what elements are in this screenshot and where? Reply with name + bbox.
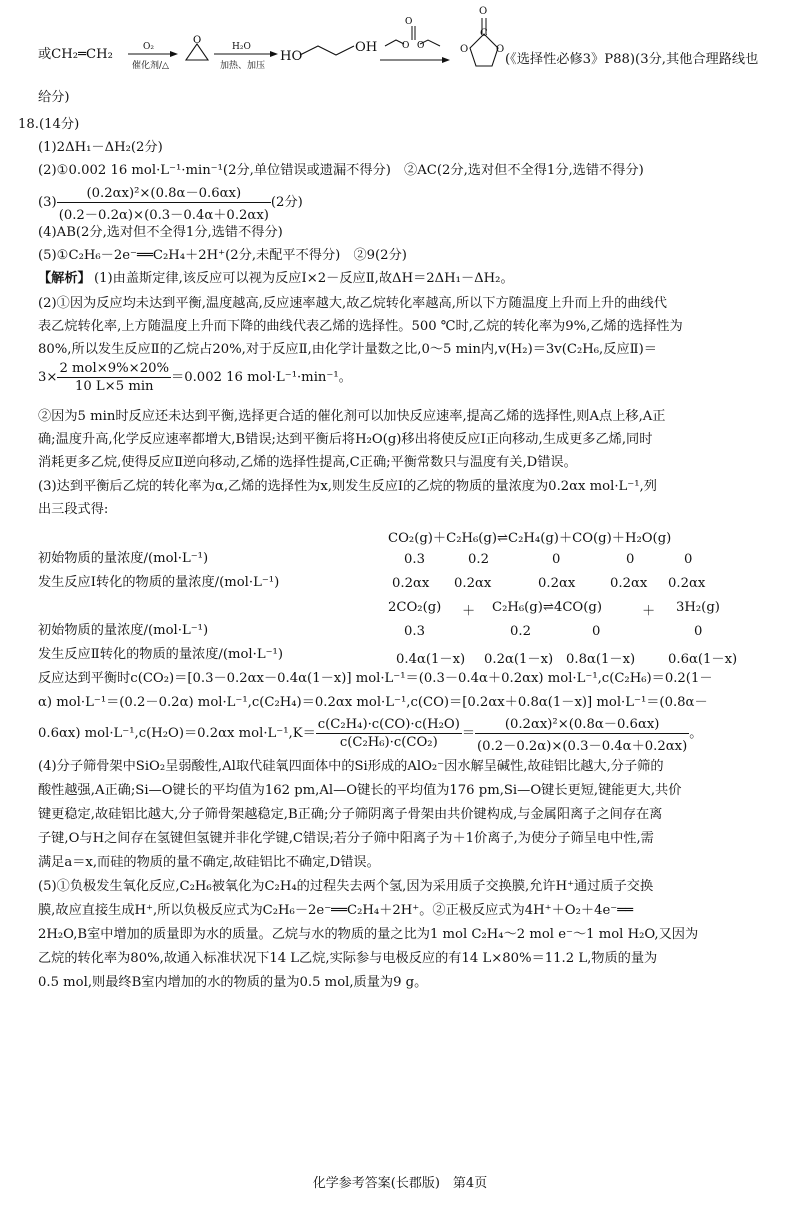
r1-conv-c2h6: 0.2αx — [454, 576, 492, 591]
row-initial-1: 初始物质的量浓度/(mol·L⁻¹) — [38, 551, 209, 566]
k-fraction-1 — [316, 717, 462, 750]
analysis-p6-line2: 酸性越强,A正确;Si—O键长的平均值为162 pm,Al—O键长的平均值为176 pm,Si—O键长更短,键能更大,共价 — [38, 783, 682, 798]
answer-3-numerator: (0.2αx)²×(0.8α－0.6αx) — [57, 182, 271, 203]
r1-init-co2: 0.3 — [404, 552, 425, 567]
svg-text:O: O — [193, 35, 202, 46]
page-footer: 化学参考答案(长郡版) 第4页 — [312, 1176, 488, 1191]
analysis-p5-line3 — [38, 713, 702, 754]
route-tail-2: 给分) — [38, 90, 70, 105]
r2-init-h2: 0 — [694, 624, 703, 639]
r2-conv-c2h6: 0.2α(1－x) — [484, 652, 554, 667]
analysis-p7-line2: 膜,故应直接生成H⁺,所以负极反应式为C₂H₆－2e⁻══C₂H₄＋2H⁺。②正极反应式为4H⁺＋O₂＋4e⁻══ — [38, 903, 634, 918]
answer-3-prefix: (3) — [38, 195, 57, 210]
rate-numerator: 2 mol×9%×20% — [59, 361, 170, 376]
k-numerator-2: (0.2αx)²×(0.8α－0.6αx) — [475, 713, 689, 734]
analysis-p6-line3: 键更稳定,故硅铝比越大,分子筛骨架越稳定,B正确;分子筛阴离子骨架由共价键构成,与金属阳离子之间存在离 — [38, 807, 663, 822]
answer-4: (4)AB(2分,选对但不全得1分,选错不得分) — [38, 225, 283, 240]
r2-init-co2: 0.3 — [404, 624, 425, 639]
ethylene-glycol-ho: HO — [280, 49, 303, 64]
answer-3 — [38, 182, 303, 223]
rate-denominator: 10 L×5 min — [74, 379, 154, 394]
r1-conv-c2h4: 0.2αx — [538, 576, 576, 591]
analysis-p5-line2: α) mol·L⁻¹＝(0.2－0.2α) mol·L⁻¹,c(C₂H₄)＝0.2αx mol·L⁻¹,c(CO)＝[0.2αx＋0.8α(1－x)] mol·L⁻¹＝(0.8α－ — [38, 695, 708, 710]
k-fraction-2 — [475, 713, 689, 754]
svg-text:O: O — [405, 17, 413, 27]
r1-conv-co: 0.2αx — [610, 576, 648, 591]
reaction-1-equation: CO₂(g)＋C₂H₆(g)⇌C₂H₄(g)＋CO(g)＋H₂O(g) — [388, 531, 672, 546]
analysis-p7-line4: 乙烷的转化率为80%,故通入标准状况下14 L乙烷,实际参与电极反应的有14 L×80%＝11.2 L,物质的量为 — [38, 951, 658, 966]
reaction-2-plus-2: ＋ — [642, 604, 656, 619]
analysis-p2-line4 — [38, 361, 352, 394]
ring-carbon: C — [480, 28, 488, 39]
answer-3-fraction — [57, 182, 271, 223]
analysis-p5-line1: 反应达到平衡时c(CO₂)＝[0.3－0.2αx－0.4α(1－x)] mol·L⁻¹＝(0.3－0.4α＋0.2αx) mol·L⁻¹,c(C₂H₆)＝0.2(1－ — [38, 671, 713, 686]
r1-init-c2h6: 0.2 — [468, 552, 489, 567]
reaction-2-h2: 3H₂(g) — [676, 600, 720, 615]
k-suffix: 。 — [689, 726, 703, 741]
k-denominator-2: (0.2－0.2α)×(0.3－0.4α＋0.2αx) — [477, 739, 688, 754]
rate-fraction — [57, 361, 171, 394]
r1-init-h2o: 0 — [684, 552, 693, 567]
r1-init-co: 0 — [626, 552, 635, 567]
row-initial-2: 初始物质的量浓度/(mol·L⁻¹) — [38, 623, 209, 638]
r1-conv-h2o: 0.2αx — [668, 576, 706, 591]
analysis-p4-line1: (3)达到平衡后乙烷的转化率为α,乙烯的选择性为x,则发生反应Ⅰ的乙烷的物质的量浓度为0.2αx mol·L⁻¹,列 — [38, 479, 657, 494]
r2-conv-h2: 0.6α(1－x) — [668, 652, 738, 667]
r2-conv-co2: 0.4α(1－x) — [396, 652, 466, 667]
rate-prefix: 3× — [38, 370, 58, 385]
analysis-p3-line1: ②因为5 min时反应还未达到平衡,选择更合适的催化剂可以加快反应速率,提高乙烯的选择性,则A点上移,A正 — [38, 409, 666, 424]
k-equals: ＝ — [461, 726, 476, 741]
answer-5: (5)①C₂H₆－2e⁻══C₂H₄＋2H⁺(2分,未配平不得分) ②9(2分) — [38, 248, 407, 263]
k-denominator-1: c(C₂H₆)·c(CO₂) — [339, 735, 438, 750]
analysis-p4-line2: 出三段式得: — [38, 502, 109, 517]
answer-3-denominator: (0.2－0.2α)×(0.3－0.4α＋0.2αx) — [58, 208, 269, 223]
answer-2: (2)①0.002 16 mol·L⁻¹·min⁻¹(2分,单位错误或遗漏不得分) ②AC(2分,选对但不全得1分,选错不得分) — [38, 163, 644, 178]
reaction-2-co2: 2CO₂(g) — [388, 600, 442, 615]
r1-init-c2h4: 0 — [552, 552, 561, 567]
r2-init-c2h6: 0.2 — [510, 624, 531, 639]
analysis-p2-line2: 表乙烷转化率,上方随温度上升而下降的曲线代表乙烯的选择性。500 ℃时,乙烷的转化率为9%,乙烯的选择性为 — [38, 319, 683, 334]
arrow1-top-label: O₂ — [143, 42, 154, 52]
analysis-p7-line3: 2H₂O,B室中增加的质量即为水的质量。乙烷与水的物质的量之比为1 mol C₂H₄～2 mol e⁻～1 mol H₂O,又因为 — [38, 927, 699, 942]
analysis-p6-line5: 满足a＝x,而硅的物质的量不确定,故硅铝比不确定,D错误。 — [38, 855, 380, 870]
k-prefix: 0.6αx) mol·L⁻¹,c(H₂O)＝0.2αx mol·L⁻¹,K＝ — [38, 726, 316, 741]
reaction-2-plus-1: ＋ — [462, 604, 476, 619]
analysis-p6-line1: (4)分子筛骨架中SiO₂呈弱酸性,Al取代硅氧四面体中的Si形成的AlO₂⁻因水解呈碱性,故硅铝比越大,分子筛的 — [38, 759, 664, 774]
ethylene-glycol-oh: OH — [355, 40, 378, 55]
answer-1: (1)2ΔH₁－ΔH₂(2分) — [38, 140, 163, 155]
analysis-p3-line3: 消耗更多乙烷,使得反应Ⅱ逆向移动,乙烯的选择性提高,C正确;平衡常数只与温度有关,D错误。 — [38, 455, 577, 470]
r2-init-co: 0 — [592, 624, 601, 639]
k-numerator-1: c(C₂H₄)·c(CO)·c(H₂O) — [317, 717, 460, 732]
arrow2-top-label: H₂O — [232, 42, 251, 52]
question-18-header: 18.(14分) — [18, 117, 80, 132]
r1-conv-co2: 0.2αx — [392, 576, 430, 591]
row-react-1: 发生反应Ⅰ转化的物质的量浓度/(mol·L⁻¹) — [38, 575, 280, 590]
reaction-2-middle: C₂H₆(g)⇌4CO(g) — [492, 600, 602, 615]
analysis-p7-line1: (5)①负极发生氧化反应,C₂H₆被氧化为C₂H₄的过程失去两个氢,因为采用质子交换膜,允许H⁺通过质子交换 — [38, 879, 654, 894]
svg-text:O: O — [417, 41, 425, 51]
analysis-p2-line1: (2)①因为反应均未达到平衡,温度越高,反应速率越大,故乙烷转化率越高,所以下方随温度上升而上升的曲线代 — [38, 296, 667, 311]
analysis-p1: (1)由盖斯定律,该反应可以视为反应Ⅰ×2－反应Ⅱ,故ΔH＝2ΔH₁－ΔH₂。 — [94, 271, 514, 286]
ring-o-left: O — [460, 44, 469, 55]
row-react-2: 发生反应Ⅱ转化的物质的量浓度/(mol·L⁻¹) — [38, 647, 283, 662]
analysis-p3-line2: 确;温度升高,化学反应速率都增大,B错误;达到平衡后将H₂O(g)移出将使反应Ⅰ正向移动,生成更多乙烯,同时 — [38, 432, 653, 447]
route-tail: (《选择性必修3》P88)(3分,其他合理路线也 — [505, 52, 759, 67]
analysis-p7-line5: 0.5 mol,则最终B室内增加的水的物质的量为0.5 mol,质量为9 g。 — [38, 975, 428, 990]
ring-o-top: O — [479, 6, 488, 17]
arrow2-bottom-label: 加热、加压 — [220, 61, 266, 71]
ring-o-right: O — [496, 44, 505, 55]
svg-text:O: O — [402, 41, 410, 51]
route-prefix: 或CH₂═CH₂ — [38, 47, 113, 62]
analysis-p2-line3: 80%,所以发生反应Ⅱ的乙烷占20%,对于反应Ⅱ,由化学计量数之比,0～5 min内,v(H₂)＝3v(C₂H₆,反应Ⅱ)＝ — [38, 342, 657, 357]
rate-result: ＝0.002 16 mol·L⁻¹·min⁻¹。 — [171, 370, 352, 385]
arrow1-bottom-label: 催化剂/△ — [132, 61, 169, 71]
analysis-p6-line4: 子键,O与H之间存在氢键但氢键并非化学键,C错误;若分子筛中阳离子为＋1价离子,为使分子筛呈电中性,需 — [38, 831, 654, 846]
answer-3-suffix: (2分) — [270, 195, 303, 210]
r2-conv-co: 0.8α(1－x) — [566, 652, 636, 667]
analysis-label: 【解析】 — [38, 271, 91, 286]
